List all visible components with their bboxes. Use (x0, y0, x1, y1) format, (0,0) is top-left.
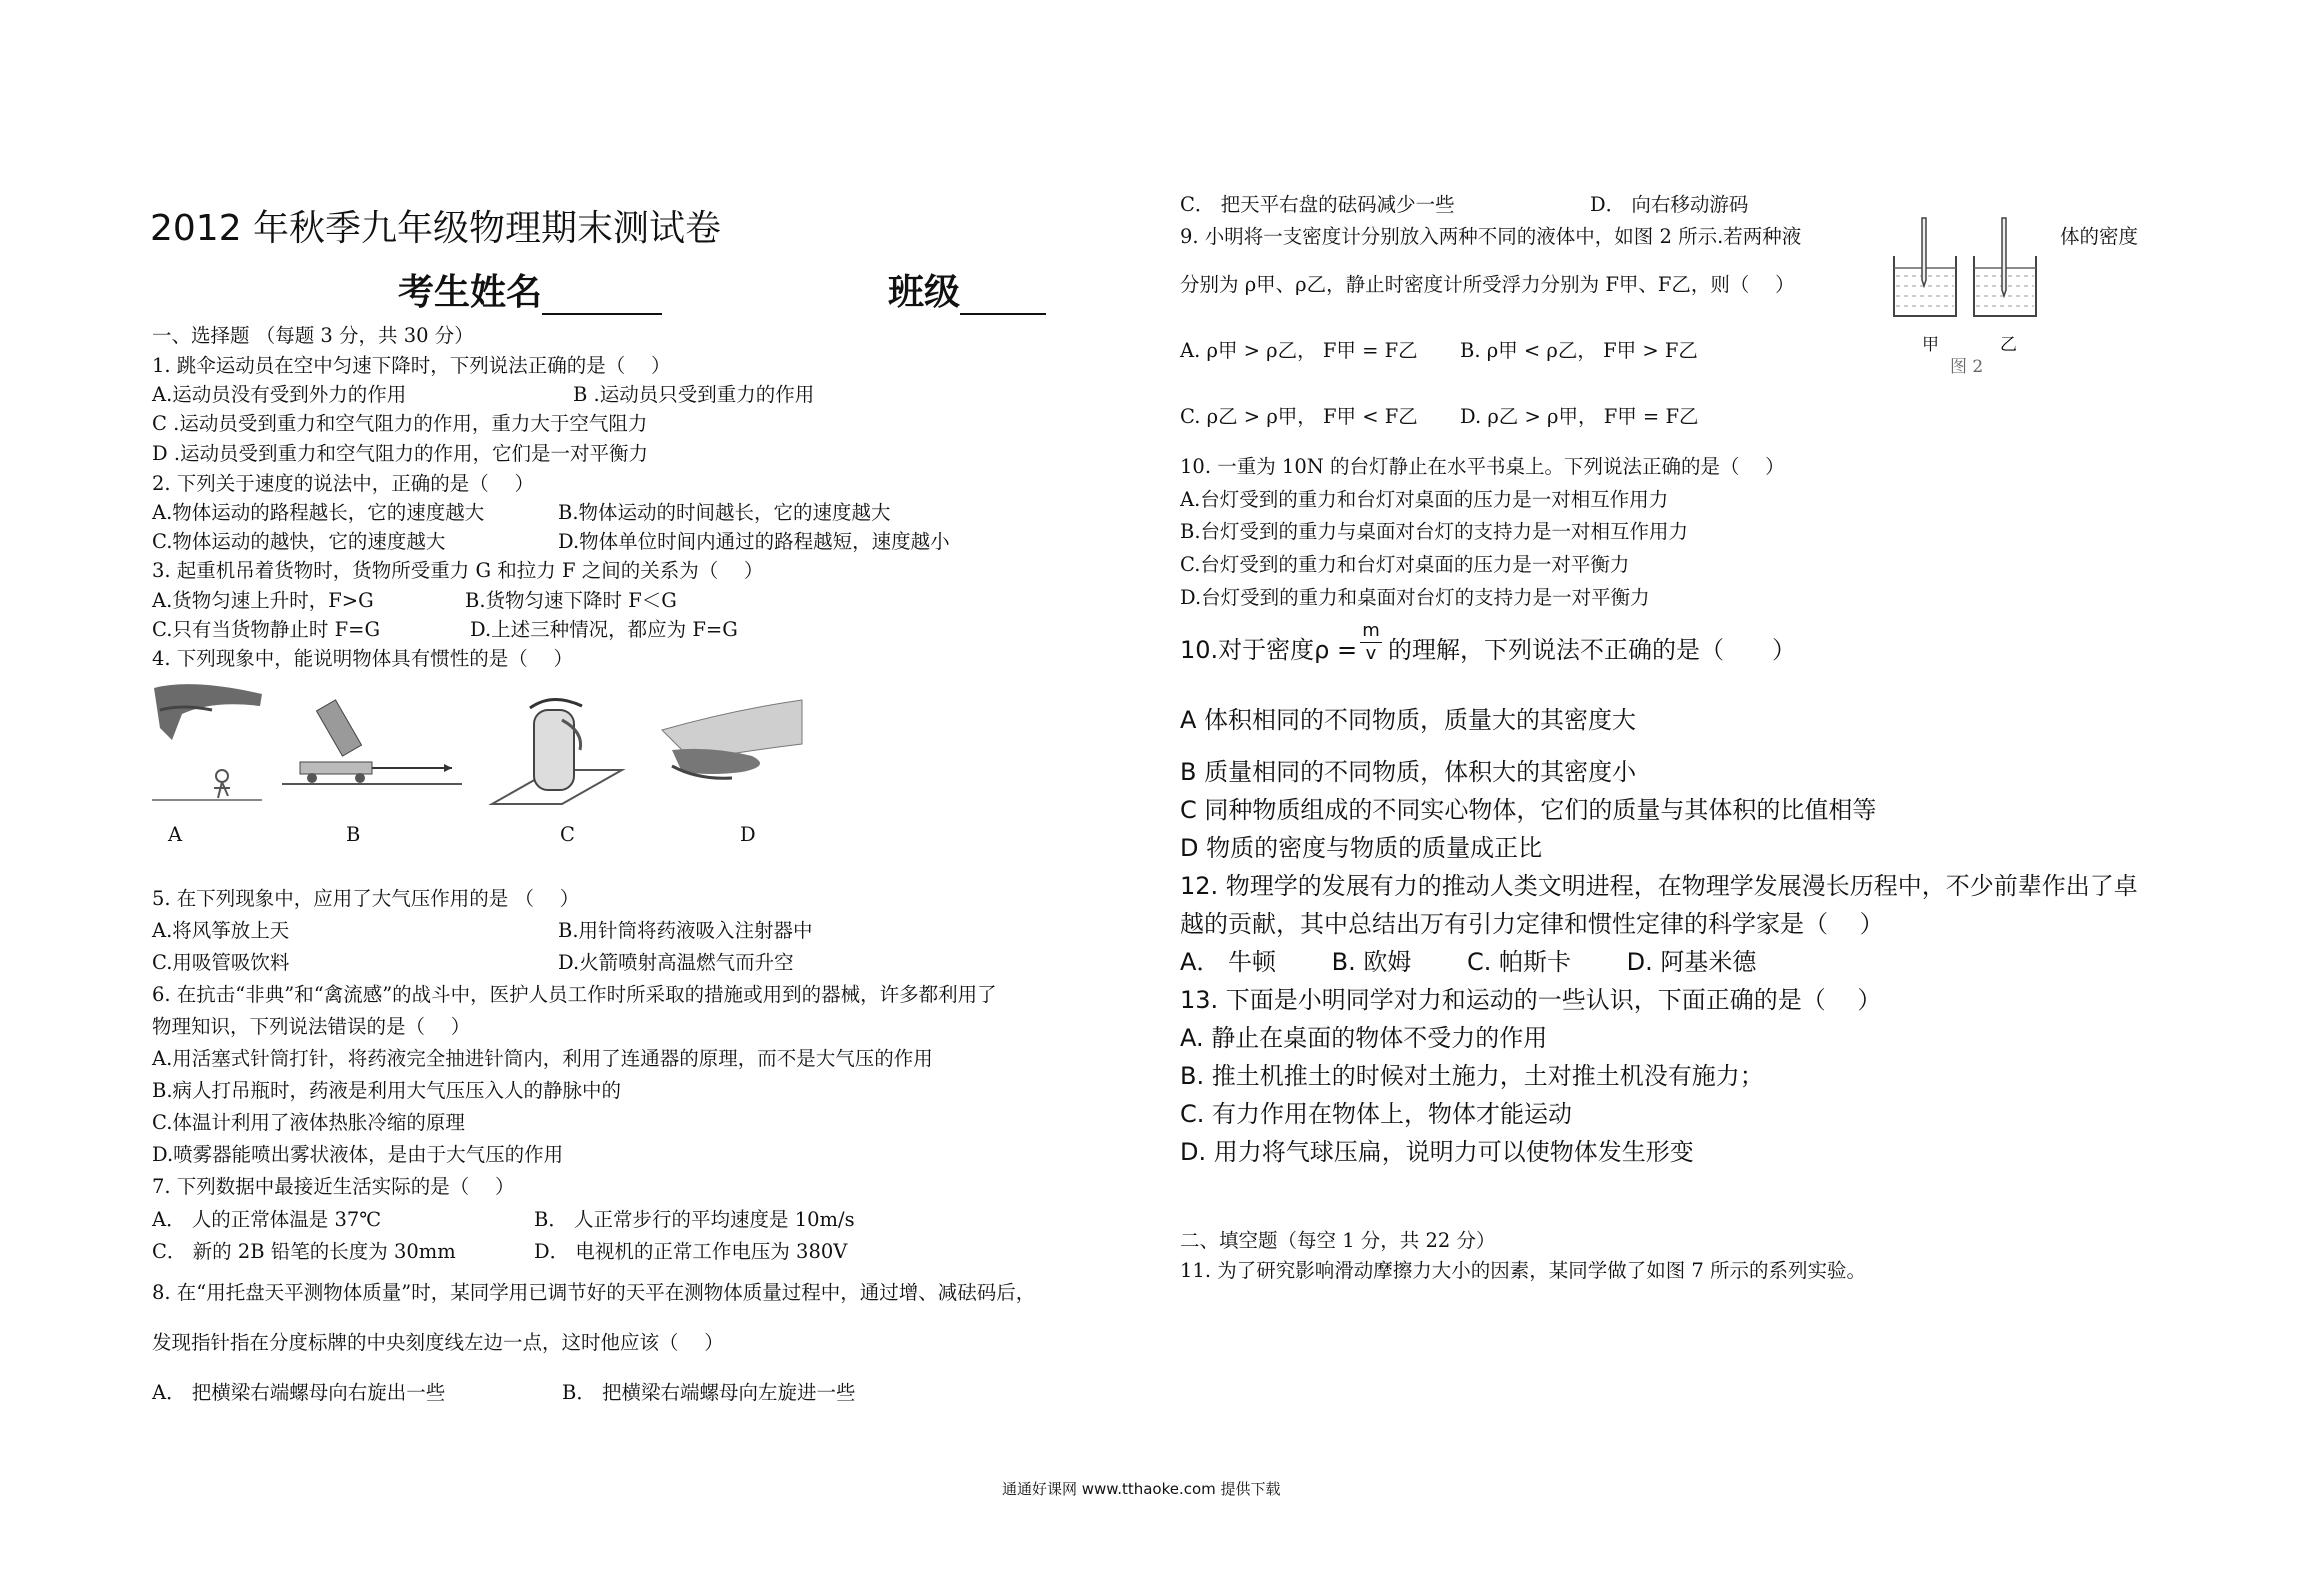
q10b-option-b: B 质量相同的不同物质，体积大的其密度小 (1180, 758, 1637, 786)
figure-2-label-yi: 乙 (2000, 335, 2017, 355)
q8-option-c: C． 把天平右盘的砝码减少一些 (1180, 193, 1455, 216)
q7-stem: 7. 下列数据中最接近生活实际的是（ ） (152, 1175, 515, 1198)
q9-option-c: C. ρ乙 > ρ甲， F甲 < F乙 (1180, 405, 1418, 428)
q4-label-b: B (346, 823, 361, 846)
section-2-heading: 二、填空题（每空 1 分，共 22 分） (1180, 1229, 1496, 1252)
q3-option-d: D.上述三种情况，都应为 F=G (470, 618, 738, 641)
q9-option-a: A. ρ甲 > ρ乙， F甲 = F乙 (1180, 339, 1418, 362)
q5-option-b: B.用针筒将药液吸入注射器中 (558, 919, 813, 942)
q12-stem-line2: 越的贡献，其中总结出万有引力定律和惯性定律的科学家是（ ） (1180, 910, 1884, 938)
q13-option-c: C. 有力作用在物体上，物体才能运动 (1180, 1100, 1573, 1128)
q10b-stem-pre: 10.对于密度ρ = (1180, 636, 1358, 664)
fraction-numerator: m (1362, 620, 1380, 641)
q10-option-a: A.台灯受到的重力和台灯对桌面的压力是一对相互作用力 (1180, 488, 1669, 511)
fraction-denominator: v (1360, 642, 1382, 665)
student-name-label: 考生姓名 (398, 272, 543, 313)
beaker-yi (1974, 218, 2036, 316)
q1-option-d: D .运动员受到重力和空气阻力的作用，它们是一对平衡力 (152, 442, 649, 465)
q4-figure-a (152, 684, 262, 800)
figure-2-label-jia: 甲 (1922, 335, 1939, 355)
q10b-option-d: D 物质的密度与物质的质量成正比 (1180, 834, 1543, 862)
q4-figure-d (662, 700, 802, 778)
q13-option-a: A. 静止在桌面的物体不受力的作用 (1180, 1024, 1548, 1052)
section-1-heading: 一、选择题 （每题 3 分，共 30 分） (152, 324, 474, 347)
q6-option-c: C.体温计利用了液体热胀冷缩的原理 (152, 1111, 465, 1134)
q4-label-c: C (560, 823, 575, 846)
q8-stem-line2: 发现指针指在分度标牌的中央刻度线左边一点，这时他应该（ ） (152, 1331, 724, 1354)
q2-stem: 2. 下列关于速度的说法中，正确的是（ ） (152, 472, 535, 495)
q11-stem: 11. 为了研究影响滑动摩擦力大小的因素，某同学做了如图 7 所示的系列实验。 (1180, 1259, 1867, 1282)
q7-option-b: B． 人正常步行的平均速度是 10m/s (534, 1208, 855, 1231)
q12-options: A． 牛顿 B. 欧姆 C. 帕斯卡 D. 阿基米德 (1180, 948, 1757, 976)
q4-stem: 4. 下列现象中，能说明物体具有惯性的是（ ） (152, 647, 574, 670)
figure-2-caption: 图 2 (1950, 357, 1984, 377)
q10b-option-c: C 同种物质组成的不同实心物体，它们的质量与其体积的比值相等 (1180, 796, 1877, 824)
q10-option-d: D.台灯受到的重力和桌面对台灯的支持力是一对平衡力 (1180, 586, 1650, 609)
page-title: 2012 年秋季九年级物理期末测试卷 (150, 208, 722, 249)
q7-option-a: A． 人的正常体温是 37℃ (152, 1208, 382, 1231)
q10-stem: 10. 一重为 10N 的台灯静止在水平书桌上。下列说法正确的是（ ） (1180, 455, 1785, 478)
q3-option-c: C.只有当货物静止时 F=G (152, 618, 381, 641)
q13-option-b: B. 推土机推土的时候对土施力，土对推土机没有施力； (1180, 1062, 1764, 1090)
student-name-blank (542, 277, 662, 315)
q1-option-b: B .运动员只受到重力的作用 (573, 383, 815, 406)
q5-option-a: A.将风筝放上天 (152, 919, 290, 942)
q2-option-c: C.物体运动的越快，它的速度越大 (152, 530, 446, 553)
q10b-stem-post: 的理解，下列说法不正确的是（ ） (1388, 636, 1796, 664)
q2-option-a: A.物体运动的路程越长，它的速度越大 (152, 501, 485, 524)
q6-option-d: D.喷雾器能喷出雾状液体，是由于大气压的作用 (152, 1143, 564, 1166)
q3-option-b: B.货物匀速下降时 F＜G (465, 589, 677, 612)
q2-option-b: B.物体运动的时间越长，它的速度越大 (558, 501, 891, 524)
q12-stem-line1: 12. 物理学的发展有力的推动人类文明进程，在物理学发展漫长历程中，不少前辈作出了卓 (1180, 872, 2138, 900)
q6-option-a: A.用活塞式针筒打针，将药液完全抽进针筒内，利用了连通器的原理，而不是大气压的作用 (152, 1047, 933, 1070)
q6-stem-line1: 6. 在抗击“非典”和“禽流感”的战斗中，医护人员工作时所采取的措施或用到的器械，许多都利用了 (152, 983, 997, 1006)
q13-option-d: D. 用力将气球压扁，说明力可以使物体发生形变 (1180, 1138, 1694, 1166)
q10-option-b: B.台灯受到的重力与桌面对台灯的支持力是一对相互作用力 (1180, 520, 1689, 543)
q5-option-d: D.火箭喷射高温燃气而升空 (558, 951, 794, 974)
class-label: 班级 (888, 272, 961, 313)
q8-option-a: A． 把横梁右端螺母向右旋出一些 (152, 1381, 446, 1404)
q10-option-c: C.台灯受到的重力和台灯对桌面的压力是一对平衡力 (1180, 553, 1630, 576)
q3-stem: 3. 起重机吊着货物时，货物所受重力 G 和拉力 F 之间的关系为（ ） (152, 559, 764, 582)
footer-credit: 通通好课网 www.tthaoke.com 提供下载 (1002, 1480, 1281, 1498)
class-field (888, 264, 1046, 315)
q4-figure-c (492, 699, 622, 804)
q9-stem-line1-tail: 体的密度 (2060, 225, 2139, 248)
class-blank (960, 277, 1046, 315)
q5-stem: 5. 在下列现象中，应用了大气压作用的是 （ ） (152, 887, 580, 910)
q1-option-a: A.运动员没有受到外力的作用 (152, 383, 407, 406)
q8-stem-line1: 8. 在“用托盘天平测物体质量”时，某同学用已调节好的天平在测物体质量过程中，通过增、减砝码后， (152, 1281, 1036, 1304)
q4-figure-strip (152, 680, 812, 810)
q4-label-a: A (168, 823, 183, 846)
beaker-jia (1894, 218, 1956, 316)
q4-label-d: D (740, 823, 756, 846)
q10b-fraction (1360, 620, 1382, 665)
q2-option-d: D.物体单位时间内通过的路程越短，速度越小 (558, 530, 950, 553)
q8-option-d: D． 向右移动游码 (1590, 193, 1749, 216)
q9-option-b: B. ρ甲 < ρ乙， F甲 > F乙 (1460, 339, 1698, 362)
figure-2-beakers (1890, 216, 2040, 326)
q6-option-b: B.病人打吊瓶时，药液是利用大气压压入人的静脉中的 (152, 1079, 622, 1102)
q9-option-d: D. ρ乙 > ρ甲， F甲 = F乙 (1460, 405, 1699, 428)
q9-stem-line1: 9. 小明将一支密度计分别放入两种不同的液体中，如图 2 所示.若两种液 (1180, 225, 1802, 248)
q8-option-b: B． 把横梁右端螺母向左旋进一些 (562, 1381, 856, 1404)
q7-option-c: C． 新的 2B 铅笔的长度为 30mm (152, 1240, 456, 1263)
q10b-option-a: A 体积相同的不同物质，质量大的其密度大 (1180, 706, 1637, 734)
q1-stem: 1. 跳伞运动员在空中匀速下降时，下列说法正确的是（ ） (152, 354, 671, 377)
student-name-field (398, 264, 662, 315)
q5-option-c: C.用吸管吸饮料 (152, 951, 290, 974)
q13-stem: 13. 下面是小明同学对力和运动的一些认识，下面正确的是（ ） (1180, 986, 1882, 1014)
q6-stem-line2: 物理知识，下列说法错误的是（ ） (152, 1015, 471, 1038)
q4-figure-b (282, 700, 462, 784)
q7-option-d: D． 电视机的正常工作电压为 380V (534, 1240, 848, 1263)
q3-option-a: A.货物匀速上升时，F>G (152, 589, 374, 612)
q9-stem-line2: 分别为 ρ甲、ρ乙，静止时密度计所受浮力分别为 F甲、F乙，则（ ） (1180, 273, 1795, 296)
q1-option-c: C .运动员受到重力和空气阻力的作用，重力大于空气阻力 (152, 412, 648, 435)
